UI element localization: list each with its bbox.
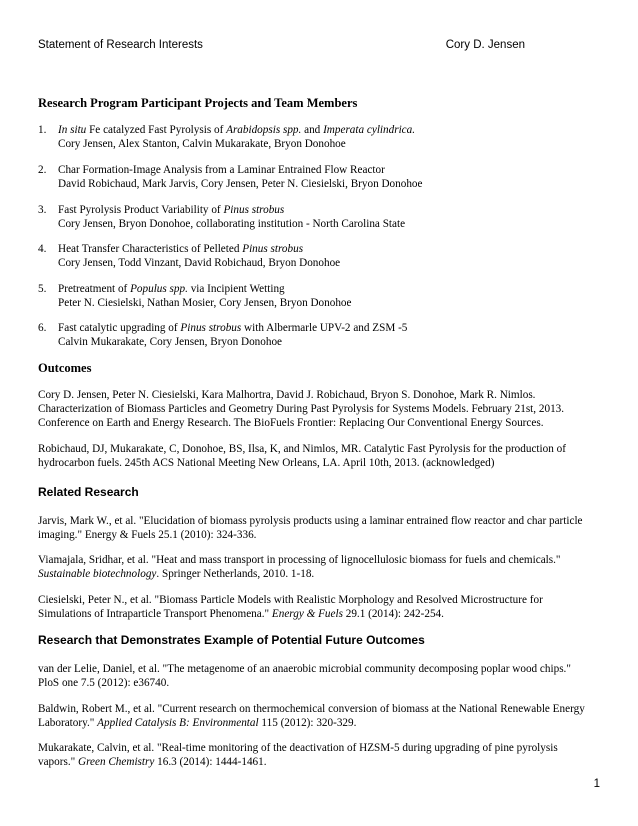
related-citation-1: Jarvis, Mark W., et al. "Elucidation of biomass pyrolysis products using a laminar entrained flow reactor and char particle imaging." Energy & Fuels 25.1 (2010): 324-336. <box>38 515 583 541</box>
project-item-6 <box>38 321 613 349</box>
project-item-3 <box>38 203 613 231</box>
project-title: Fast Pyrolysis Product Variability of Pinus strobus <box>58 204 285 216</box>
project-members: Peter N. Ciesielski, Nathan Mosier, Cory Jensen, Bryon Donohoe <box>58 297 352 309</box>
project-item-2 <box>38 163 613 191</box>
project-members: David Robichaud, Mark Jarvis, Cory Jensen, Peter N. Ciesielski, Bryon Donohoe <box>58 178 423 190</box>
outcome-citation-2: Robichaud, DJ, Mukarakate, C, Donohoe, BS, Ilsa, K, and Nimlos, MR. Catalytic Fast Pyrolysis for the production of hydrocarbon fuels. 245th ACS National Meeting New Orleans, LA. April 10th, 2013. (acknowledged) <box>38 443 566 469</box>
project-number: 2. <box>38 164 47 176</box>
page-number: 1 <box>593 778 600 790</box>
related-citation-3: Ciesielski, Peter N., et al. "Biomass Particle Models with Realistic Morphology and Resolved Microstructure for Simulations of Intraparticle Transport Phenomena." Energy & Fuels 29.1 (2014): 242-254. <box>38 594 543 620</box>
outcome-citation-1: Cory D. Jensen, Peter N. Ciesielski, Kara Malhortra, David J. Robichaud, Bryon S. Donohoe, Mark R. Nimlos. Characterization of Biomass Particles and Geometry During Past Pyrolysis for Systems Models. February 21st, 2013. Conference on Earth and Energy Research. The BioFuels Frontier: Replacing Our Conventional Energy Sources. <box>38 389 565 429</box>
project-title: Fast catalytic upgrading of Pinus strobus with Albermarle UPV-2 and ZSM -5 <box>58 322 408 334</box>
project-members: Calvin Mukarakate, Cory Jensen, Bryon Donohoe <box>58 336 283 348</box>
project-item-4 <box>38 242 613 270</box>
project-item-5 <box>38 282 613 310</box>
project-item-1 <box>38 123 613 151</box>
project-number: 6. <box>38 322 47 334</box>
project-title: Char Formation-Image Analysis from a Laminar Entrained Flow Reactor <box>58 164 385 176</box>
header-author: Cory D. Jensen <box>445 39 525 51</box>
future-heading: Research that Demonstrates Example of Potential Future Outcomes <box>38 633 425 647</box>
project-number: 1. <box>38 124 47 136</box>
project-members: Cory Jensen, Alex Stanton, Calvin Mukarakate, Bryon Donohoe <box>58 138 346 150</box>
future-citation-1: van der Lelie, Daniel, et al. "The metagenome of an anaerobic microbial community decomposing poplar wood chips." PloS one 7.5 (2012): e36740. <box>38 663 571 689</box>
future-citation-2: Baldwin, Robert M., et al. "Current research on thermochemical conversion of biomass at the National Renewable Energy Laboratory." Applied Catalysis B: Environmental 115 (2012): 320-329. <box>38 703 585 729</box>
project-number: 3. <box>38 204 47 216</box>
header-title: Statement of Research Interests <box>38 39 203 51</box>
projects-heading: Research Program Participant Projects and Team Members <box>38 96 358 110</box>
project-title: In situ Fe catalyzed Fast Pyrolysis of Arabidopsis spp. and Imperata cylindrica. <box>58 124 416 136</box>
outcomes-heading: Outcomes <box>38 361 92 375</box>
project-members: Cory Jensen, Bryon Donohoe, collaborating institution - North Carolina State <box>58 218 406 230</box>
related-citation-2: Viamajala, Sridhar, et al. "Heat and mass transport in processing of lignocellulosic biomass for fuels and chemicals." Sustainable biotechnology. Springer Netherlands, 2010. 1-18. <box>38 554 561 580</box>
project-title: Heat Transfer Characteristics of Pelleted Pinus strobus <box>58 243 304 255</box>
project-members: Cory Jensen, Todd Vinzant, David Robichaud, Bryon Donohoe <box>58 257 341 269</box>
project-title: Pretreatment of Populus spp. via Incipient Wetting <box>58 283 285 295</box>
related-heading: Related Research <box>38 485 139 499</box>
project-number: 4. <box>38 243 47 255</box>
future-citation-3: Mukarakate, Calvin, et al. "Real-time monitoring of the deactivation of HZSM-5 during upgrading of pine pyrolysis vapors." Green Chemistry 16.3 (2014): 1444-1461. <box>38 742 558 768</box>
project-number: 5. <box>38 283 47 295</box>
